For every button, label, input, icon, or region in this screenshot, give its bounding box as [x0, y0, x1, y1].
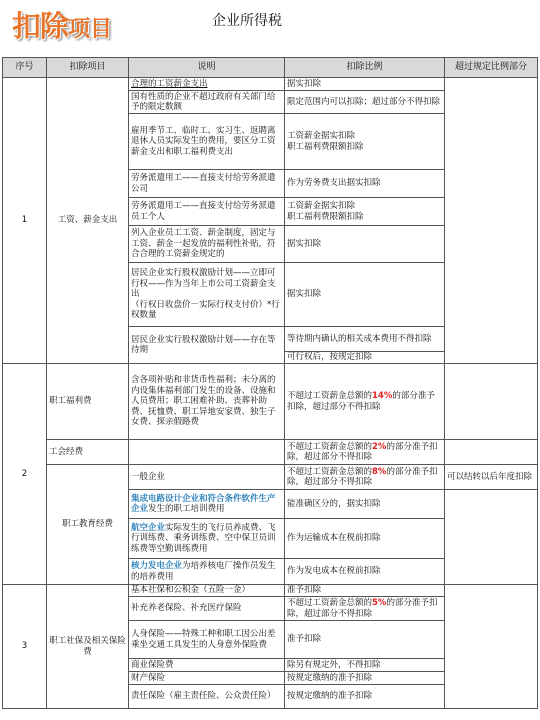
- desc-cell: 劳务派遣用工——直接支付给劳务派遣公司: [129, 170, 285, 198]
- excess-cell: [445, 78, 538, 364]
- ratio-cell: 等待期内确认的相关成本费用不得扣除: [285, 327, 445, 352]
- excess-cell: [445, 440, 538, 465]
- ratio-percent: 14%: [372, 391, 393, 402]
- item-cell: 工会经费: [47, 440, 129, 465]
- ratio-text: 的部分准予扣除，超过部分不得扣除: [287, 466, 438, 487]
- desc-cell: 含各项补贴和非货币性福利；未分离的内设集体福利部门发生的设备、设施和人员费用；职工困难补助、丧葬补助费、抚恤费、职工异地安家费、独生子女费、探亲假路费: [129, 364, 285, 440]
- ratio-text: 的部分准予扣除，超过部分不得扣除: [287, 598, 438, 619]
- desc-cell: 人身保险——特殊工种和职工因公出差乘坐交通工具发生的人身意外保险费: [129, 621, 285, 659]
- ratio-percent: 2%: [372, 441, 387, 452]
- desc-cell: [129, 519, 285, 559]
- ratio-text: 不超过工资薪金总额的: [287, 391, 373, 402]
- desc-cell: [129, 440, 285, 465]
- logo-sub-text: 项目: [68, 17, 113, 42]
- desc-cell: 责任保险（雇主责任险、公众责任险）: [129, 685, 285, 709]
- header-seq: 序号: [3, 58, 47, 78]
- ratio-cell: 作为劳务费支出据实扣除: [285, 170, 445, 198]
- desc-cell: 商业保险费: [129, 659, 285, 672]
- desc-cell: 列入企业员工工资、薪金制度，固定与工资、薪金一起发放的福利性补贴，符合合理的工资薪金规定的: [129, 226, 285, 263]
- ratio-cell: 准予扣除: [285, 621, 445, 659]
- item-cell: 职工社保及相关保险费: [47, 585, 129, 709]
- desc-cell: [129, 263, 285, 327]
- ratio-cell: 可行权后，按规定扣除: [285, 352, 445, 364]
- logo-main-text: 扣除: [12, 9, 69, 43]
- ratio-text: 不超过工资薪金总额的: [287, 466, 373, 477]
- ratio-cell: 据实扣除: [285, 78, 445, 91]
- desc-cell: 雇用季节工、临时工、实习生、返聘离退休人员实际发生的费用，要区分工资薪金支出和职工福利费支出: [129, 114, 285, 170]
- ratio-cell: 工资薪金据实扣除 职工福利费限额扣除: [285, 198, 445, 226]
- desc-formula: （行权日收盘价－实际行权支付价）*行权数量: [131, 299, 280, 321]
- desc-cell: 一般企业: [129, 465, 285, 490]
- desc-text: 实际发生的飞行员养成费、飞行训练费、乘务训练费、空中保卫员训练费等空勤训练费用: [131, 522, 276, 554]
- ratio-text: 不超过工资薪金总额的: [287, 441, 373, 452]
- desc-cell: [129, 559, 285, 585]
- desc-cell: 劳务派遣用工——直接支付给劳务派遣员工个人: [129, 198, 285, 226]
- desc-cell: [129, 490, 285, 519]
- desc-cell: 居民企业实行股权激励计划——存在等待期: [129, 327, 285, 364]
- item-cell: 工资、薪金支出: [47, 78, 129, 364]
- ratio-text: 的部分准予扣除，超过部分不得扣除: [287, 441, 438, 462]
- ratio-cell: [285, 597, 445, 621]
- excess-cell: 可以结转以后年度扣除: [445, 465, 538, 490]
- ratio-cell: 据实扣除: [285, 263, 445, 327]
- ratio-text: 不超过工资薪金总额的: [287, 598, 373, 609]
- table-row: [3, 364, 538, 440]
- desc-text: 居民企业实行股权激励计划——立即可行权——作为当年上市公司工资薪金支出: [131, 268, 276, 300]
- table-header-row: [3, 58, 538, 78]
- excess-cell: [445, 364, 538, 440]
- ratio-cell: [285, 440, 445, 465]
- desc-cell: 国有性质的企业不超过政府有关部门给予的限定数额: [129, 91, 285, 114]
- ratio-cell: 除另有规定外，不得扣除: [285, 659, 445, 672]
- ratio-cell: 据实扣除: [285, 226, 445, 263]
- seq-cell: 1: [3, 78, 47, 364]
- ratio-cell: 能准确区分的，据实扣除: [285, 490, 445, 519]
- desc-cell: 补充养老保险、补充医疗保险: [129, 597, 285, 621]
- excess-cell: [445, 490, 538, 585]
- header-desc: 说明: [129, 58, 285, 78]
- ratio-cell: 按规定缴纳的准予扣除: [285, 685, 445, 709]
- ratio-cell: 工资薪金据实扣除 职工福利费限额扣除: [285, 114, 445, 170]
- desc-text: 为培养核电厂操作员发生的培养费用: [131, 561, 276, 582]
- table-row: [3, 78, 538, 91]
- table-row: [3, 465, 538, 490]
- logo: [12, 8, 112, 44]
- seq-cell: 2: [3, 364, 47, 585]
- ratio-cell: [285, 465, 445, 490]
- desc-cell: 财产保险: [129, 672, 285, 685]
- excess-cell: [445, 585, 538, 709]
- ratio-text: 的部分准予扣除，超过部分不得扣除: [287, 391, 435, 412]
- header-excess: 超过规定比例部分: [445, 58, 538, 78]
- header-item: 扣除项目: [47, 58, 129, 78]
- deduction-table: [2, 57, 538, 709]
- item-cell: 职工福利费: [47, 364, 129, 440]
- ratio-cell: 作为运输成本在税前扣除: [285, 519, 445, 559]
- header-ratio: 扣除比例: [285, 58, 445, 78]
- ratio-cell: 限定范围内可以扣除；超过部分不得扣除: [285, 91, 445, 114]
- desc-highlight: 集成电路设计企业和符合条件软件生产企业: [131, 493, 276, 514]
- desc-cell: 合理的工资薪金支出: [129, 78, 285, 91]
- ratio-cell: 作为发电成本在税前扣除: [285, 559, 445, 585]
- desc-highlight: 航空企业: [131, 522, 166, 533]
- desc-text: 发生的职工培训费用: [148, 504, 225, 514]
- page-title: 企业所得税: [212, 13, 282, 29]
- table-row: [3, 440, 538, 465]
- desc-highlight: 核力发电企业: [131, 561, 183, 572]
- table-row: [3, 585, 538, 597]
- ratio-cell: [285, 364, 445, 440]
- ratio-percent: 8%: [372, 466, 387, 477]
- seq-cell: 3: [3, 585, 47, 709]
- ratio-cell: 按规定缴纳的准予扣除: [285, 672, 445, 685]
- item-cell: 职工教育经费: [47, 465, 129, 585]
- ratio-percent: 5%: [372, 598, 387, 609]
- ratio-cell: 准予扣除: [285, 585, 445, 597]
- desc-cell: 基本社保和公积金（五险一金）: [129, 585, 285, 597]
